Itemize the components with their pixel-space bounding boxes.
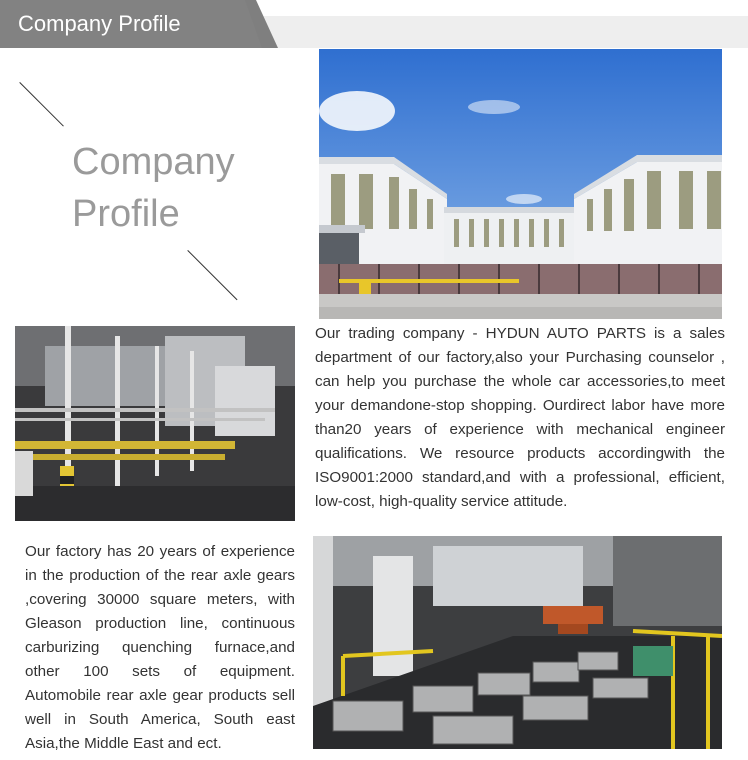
trading-company-paragraph: Our trading company - HYDUN AUTO PARTS is a sales department of our factory,also your Purchasing counselor , can help you purchase the whole car accessories,to meet your demandone-stop shopping. Ourdirect labor have more than20 years of experience with mechanical engineer qualifications. We resource products accordingwith the ISO9001:2000 standard,and with a professional, efficient, low-cost, high-quality service attitude. (315, 325, 725, 510)
warehouse-interior-photo (15, 326, 295, 521)
page-title-line1: Company (72, 141, 235, 183)
decorative-line-bottom (187, 250, 237, 300)
decorative-line-top (19, 82, 64, 127)
factory-paragraph: Our factory has 20 years of experience in the production of the rear axle gears ,covering 30000 square meters, with Gleason production line, continuous carburizing quenching furnace,and other 100 sets of equipment. Automobile rear axle gear products sell well in South America, South east Asia,the Middle East and ect. (25, 543, 295, 752)
factory-building-photo (319, 49, 722, 319)
header-title: Company Profile (18, 11, 181, 36)
production-line-photo (313, 536, 722, 749)
header-bar (0, 0, 748, 48)
page-title-line2: Profile (72, 193, 180, 235)
page-title (72, 136, 235, 240)
